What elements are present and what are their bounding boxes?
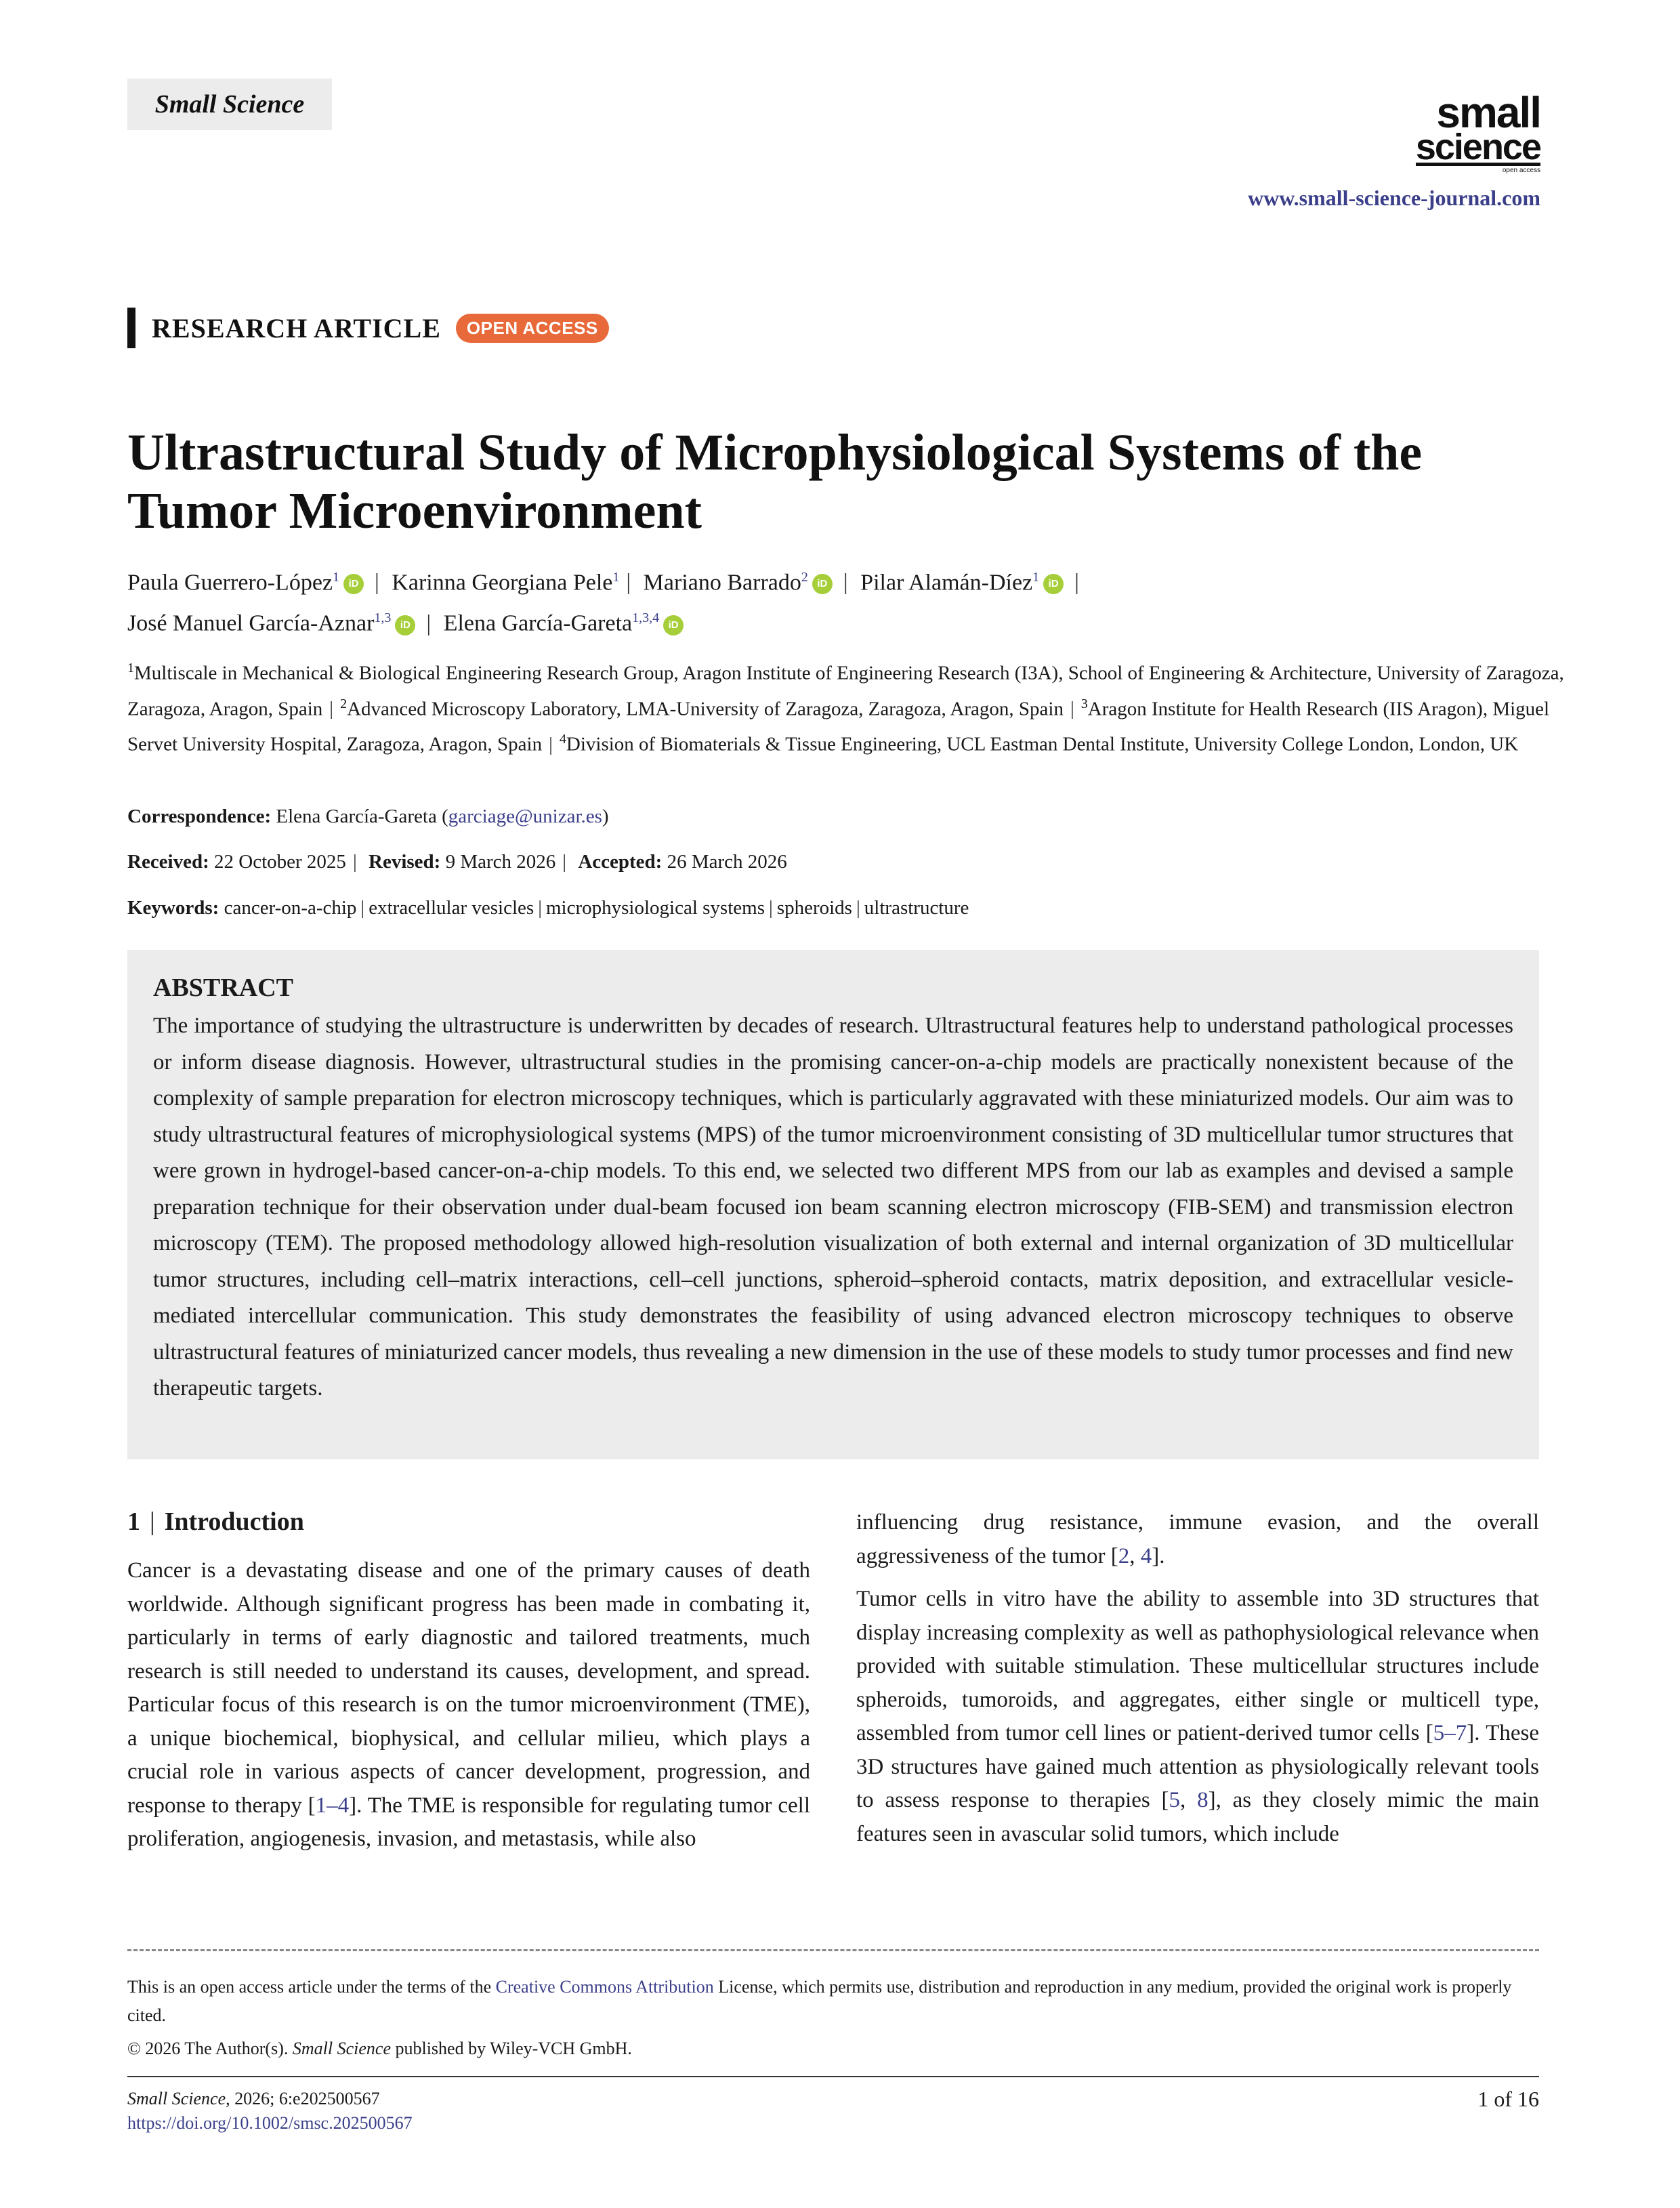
author-name[interactable]: Mariano Barrado	[643, 570, 801, 596]
journal-tag: Small Science	[127, 79, 332, 130]
right-column	[856, 1506, 1539, 1860]
revised-label: Revised:	[369, 851, 441, 873]
article-type-label: RESEARCH ARTICLE	[152, 312, 441, 343]
footer-rule	[127, 2076, 1539, 2077]
affil-sup: 3	[1080, 696, 1088, 711]
body-paragraph	[127, 1554, 810, 1856]
article-type-bar	[127, 308, 135, 348]
author-name[interactable]: Pilar Alamán-Díez	[860, 570, 1033, 596]
keywords-label: Keywords:	[127, 897, 219, 919]
keyword: microphysiological systems	[546, 897, 765, 919]
author-affil-sup: 1	[1032, 570, 1040, 585]
correspondence: Correspondence: Elena García-Gareta (garciage@unizar.es)	[127, 806, 609, 827]
author-affil-sup: 1	[333, 570, 340, 585]
accepted-date: 26 March 2026	[667, 851, 787, 873]
accepted-label: Accepted:	[578, 851, 663, 873]
correspondence-name: Elena García-Gareta	[276, 806, 437, 827]
text-run: ,	[1129, 1543, 1141, 1568]
section-heading: 1 | Introduction	[127, 1507, 304, 1536]
body-paragraph	[856, 1583, 1539, 1851]
correspondence-label: Correspondence:	[127, 806, 272, 827]
author-name[interactable]: Elena García-Gareta	[443, 610, 633, 636]
text-run: ].	[1152, 1543, 1165, 1568]
open-access-badge: OPEN ACCESS	[456, 314, 609, 343]
revised-date: 9 March 2026	[445, 851, 556, 873]
article-title: Ultrastructural Study of Microphysiological Systems of the Tumor Microenvironment	[127, 424, 1423, 539]
abstract-text: The importance of studying the ultrastructure is underwritten by decades of research. Ultrastructural features help to understand pathological processes or inform disease diagnosis. However, ultrastructural studies in the promising cancer-on-a-chip models are practically nonexistent because of the complexity of sample preparation for electron microscopy techniques, which is particularly aggravated with these miniaturized models. Our aim was to study ultrastructural features of microphysiological systems (MPS) of the tumor microenvironment consisting of 3D multicellular tumor structures that were grown in hydrogel-based cancer-on-a-chip models. To this end, we selected two different MPS from our lab as examples and devised a sample preparation technique for their observation under dual-beam focused ion beam scanning electron microscopy (FIB-SEM) and transmission electron microscopy (TEM). The proposed methodology allowed high-resolution visualization of both external and internal organization of 3D multicellular tumor structures, including cell–matrix interactions, cell–cell junctions, spheroid–spheroid contacts, matrix deposition, and extracellular vesicle-mediated intercellular communication. This study demonstrates the feasibility of using advanced electron microscopy techniques to observe ultrastructural features of miniaturized cancer models, thus revealing a new dimension in the use of these models to study tumor processes and find new therapeutic targets.	[153, 1014, 1513, 1400]
affiliation: Multiscale in Mechanical & Biological Engineering Research Group, Aragon Institute of Engineering Research (I3A), School of Engineering & Architecture, University of Zaragoza, Zaragoza, Aragon, Spain	[127, 662, 1564, 720]
author-affil-sup: 1,3,4	[632, 610, 660, 626]
affil-sup: 1	[127, 661, 134, 675]
affil-sup: 4	[559, 732, 566, 747]
logo-line1: small	[1436, 88, 1540, 137]
article-type	[127, 308, 609, 348]
keyword: cancer-on-a-chip	[224, 897, 357, 919]
text-run: influencing drug resistance, immune evasion, and the overall aggressiveness of the tumor [	[856, 1510, 1539, 1568]
section-number: 1	[127, 1507, 140, 1536]
footer-volume: , 2026; 6:e202500567	[226, 2089, 380, 2108]
author-list: Paula Guerrero-López$^1$ iD | Karinna Georgiana Pele$^1$ | Mariano Barrado$^2$ iD | Pilar Alamán-Díez$^1$ iD | José Manuel García-Aznar$^{1,3}$ iD | Elena García-Gareta$^{1,3,4}$ iD	[127, 570, 1079, 636]
received-label: Received:	[127, 851, 209, 873]
author-name[interactable]: Paula Guerrero-López	[127, 570, 333, 596]
author-affil-sup: 1,3	[374, 610, 392, 626]
abstract-box	[127, 950, 1539, 1459]
orcid-icon[interactable]: iD	[812, 574, 833, 594]
text-run: ]. The TME is responsible for regulating tumor cell proliferation, angiogenesis, invasion, and metastasis, while also	[127, 1793, 810, 1851]
citation-link[interactable]: 4	[1140, 1543, 1152, 1568]
orcid-icon[interactable]: iD	[343, 574, 364, 594]
body-paragraph	[856, 1506, 1539, 1573]
correspondence-email-link[interactable]: garciage@unizar.es	[448, 806, 602, 827]
text-run: ], as they closely mimic the main features seen in avascular solid tumors, which include	[856, 1788, 1539, 1846]
journal-logo	[1415, 88, 1540, 175]
logo-line3: open access	[1502, 167, 1540, 174]
citation-link[interactable]: 8	[1197, 1788, 1209, 1812]
author-name[interactable]: Karinna Georgiana Pele	[392, 570, 613, 596]
page-number: 1 of 16	[1477, 2087, 1539, 2111]
footer-citation	[127, 2087, 413, 2136]
logo-line2: science	[1415, 127, 1540, 167]
author-affil-sup: 2	[801, 570, 808, 585]
orcid-icon[interactable]: iD	[1043, 574, 1064, 594]
text-run: Cancer is a devastating disease and one of the primary causes of death worldwide. Although significant progress has been made in combating it, particularly in terms of early diagnostic and tailored treatments, much research is still needed to understand its causes, development, and spread. Particular focus of this research is on the tumor microenvironment (TME), a unique biochemical, biophysical, and cellular milieu, which plays a crucial role in various aspects of cancer development, progression, and response to therapy [	[127, 1558, 810, 1818]
affiliation: Advanced Microscopy Laboratory, LMA-University of Zaragoza, Zaragoza, Aragon, Spain	[347, 698, 1064, 720]
abstract-heading: ABSTRACT	[153, 974, 293, 1002]
doi-link[interactable]: https://doi.org/10.1002/smsc.202500567	[127, 2113, 413, 2133]
license-note	[127, 1973, 1550, 2030]
text-run: License, which permits use, distribution and reproduction in any medium, provided the original work is properly cited.	[127, 1977, 1512, 2025]
affiliation: Aragon Institute for Health Research (IIS Aragon), Miguel Servet University Hospital, Zaragoza, Aragon, Spain	[127, 698, 1550, 755]
keywords: Keywords: cancer-on-a-chip | extracellular vesicles | microphysiological systems | spheroids | ultrastructure	[127, 897, 969, 919]
keyword: spheroids	[776, 897, 852, 919]
keyword: extracellular vesicles	[369, 897, 534, 919]
text-run: This is an open access article under the terms of the	[127, 1977, 496, 1997]
left-column	[127, 1504, 810, 1866]
received-date: 22 October 2025	[214, 851, 346, 873]
author-name[interactable]: José Manuel García-Aznar	[127, 610, 375, 636]
footer-journal: Small Science	[127, 2089, 226, 2108]
affiliations: $^1$Multiscale in Mechanical & Biological Engineering Research Group, Aragon Institute of Engineering Research (I3A), School of Engineering & Architecture, University of Zaragoza, Zaragoza, Aragon, Spain | $^2$Advanced Microscopy Laboratory, LMA-University of Zaragoza, Zaragoza, Aragon, Spain | $^3$Aragon Institute for Health Research (IIS Aragon), Miguel Servet University Hospital, Zaragoza, Aragon, Spain | $^4$Division of Biomaterials & Tissue Engineering, UCL Eastman Dental Institute, University College London, London, UK	[127, 661, 1564, 755]
citation-link[interactable]: 5	[1169, 1788, 1181, 1812]
article-dates: Received: 22 October 2025 | Revised: 9 March 2026 | Accepted: 26 March 2026	[127, 851, 787, 873]
text-run: © 2026 The Author(s).	[127, 2039, 293, 2058]
copyright-note	[127, 2035, 632, 2062]
text-run: Tumor cells in vitro have the ability to assemble into 3D structures that display increasing complexity as well as pathophysiological relevance when provided with suitable stimulation. These multicellular structures include spheroids, tumoroids, and aggregates, either single or multicell type, assembled from tumor cell lines or patient-derived tumor cells [	[856, 1587, 1539, 1745]
copyright-journal: Small Science	[292, 2039, 391, 2058]
section-title: Introduction	[164, 1507, 304, 1536]
author-affil-sup: 1	[612, 570, 620, 585]
journal-url-link[interactable]: www.small-science-journal.com	[1248, 186, 1540, 210]
orcid-icon[interactable]: iD	[395, 615, 415, 636]
citation-link[interactable]: 5–7	[1433, 1721, 1467, 1745]
keyword: ultrastructure	[864, 897, 969, 919]
affiliation: Division of Biomaterials & Tissue Engineering, UCL Eastman Dental Institute, University College London, London, UK	[566, 733, 1519, 755]
citation-link[interactable]: 2	[1118, 1543, 1130, 1568]
text-run: published by Wiley-VCH GmbH.	[390, 2039, 632, 2058]
license-link[interactable]: Creative Commons Attribution	[495, 1977, 714, 1997]
orcid-icon[interactable]: iD	[663, 615, 684, 636]
text-run: ]. These 3D structures have gained much attention as physiologically relevant tools to assess response to therapies [	[856, 1721, 1540, 1812]
footnote-divider	[127, 1949, 1539, 1951]
citation-link[interactable]: 1–4	[315, 1793, 350, 1818]
text-run: ,	[1180, 1788, 1198, 1812]
affil-sup: 2	[340, 696, 348, 711]
